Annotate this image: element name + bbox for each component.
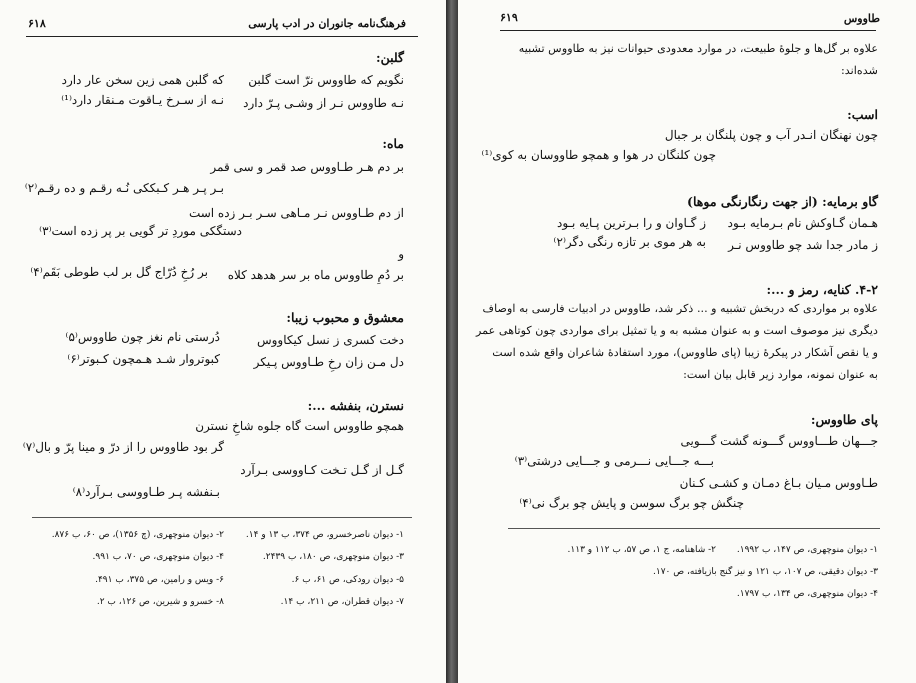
section-heading: نسترن، بنفشه ...:: [307, 398, 404, 413]
verse-line: همچو طاووس است گاه جلوه شاخِ نسترن: [195, 419, 404, 433]
running-title: فرهنگ‌نامه جانوران در ادب پارسی: [248, 17, 406, 30]
verse-line: دل مـن زان رخِ طـاووس پـیکر: [253, 355, 404, 369]
verse-line: چنگش چو برگ سوسن و پایش چو برگ نی⁽۴⁾: [519, 496, 744, 510]
footnote: ۳- دیوان منوچهری، ص ۱۸۰، ب ۲۴۳۹.: [262, 552, 404, 562]
verse-line: دخت کسری ز نسل کیکاووس: [256, 333, 404, 347]
left-page: [0, 0, 446, 683]
footnote: ۳- دیوان دقیقی، ص ۱۰۷، ب ۱۲۱ و نیز گنج بازیافته، ص ۱۷۰.: [653, 567, 878, 577]
footnote-rule: [32, 517, 412, 518]
footnote: ۱- دیوان منوچهری، ص ۱۴۷، ب ۱۹۹۲.: [736, 545, 878, 555]
verse-line: چون نهنگان انـدر آب و چون پلنگان بر جبال: [664, 128, 878, 142]
section-heading: گاو برمایه: (از جهت رنگارنگی موها): [687, 194, 878, 209]
section-heading: پای طاووس:: [810, 412, 878, 427]
verse-line: بر دُمِ طاووس ماه بر سر هدهد کلاه: [227, 268, 404, 282]
header-rule: [26, 36, 418, 37]
verse-line: نـه طاووس نـر از وشـی پـرّ دارد: [243, 96, 404, 110]
section-heading: ماه:: [382, 136, 404, 151]
book-spine: [446, 0, 458, 683]
verse-line: گـل از گـل تـخت کـاووسی بـرآرد: [240, 463, 404, 477]
verse-line: هـمان گـاوکش نام بـرمایه بـود: [727, 216, 878, 230]
verse-line: بـر پـر هـر کـبککی نُـه رقـم و ده رقـم⁽۲⁾: [24, 181, 224, 195]
section-heading: معشوق و محبوب زیبا:: [286, 310, 404, 325]
page-number: ۶۱۸: [28, 17, 46, 30]
running-title: طاووس: [843, 12, 880, 25]
footnote: ۸- خسرو و شیرین، ص ۱۲۶، ب ۲.: [96, 597, 224, 607]
footnote: ۷- دیوان قطران، ص ۲۱۱، ب ۱۴.: [280, 597, 404, 607]
verse-line: نگویم که طاووس نرّ است گلبن: [248, 73, 404, 87]
footnote: ۶- ویس و رامین، ص ۳۷۵، ب ۴۹۱.: [95, 575, 224, 585]
verse-line: ز گـاوان و را بـرترین پـایه بـود: [556, 216, 706, 230]
paragraph-line: علاوه بر مواردی که دربخش تشبیه و ... ذکر شد، طاووس در ادبیات فارسی به اوصاف: [482, 302, 878, 315]
footnote: ۴- دیوان منوچهری، ص ۷۰، ب ۹۹۱.: [92, 552, 224, 562]
verse-line: بـنفشه پـر طـاووسی بـرآرد⁽۸⁾: [72, 485, 220, 499]
verse-line: جـــهان طـــاووس گـــونه گشت گـــویی: [680, 434, 878, 448]
verse-line: بر دم هـر طـاووس صد قمر و سی قمر: [210, 160, 404, 174]
verse-line: بـــه جـــایی نـــرمی و جـــایی درشتی⁽۳⁾: [514, 454, 714, 468]
paragraph-line: و یا نقص آشکار در پیکرهٔ زیبا (پای طاووس)، مورد استفادهٔ شاعران واقع شده است: [492, 346, 878, 359]
verse-line: چون کلنگان در هوا و همچو طاووسان به کوی⁽¹⁾: [481, 148, 716, 162]
footnote: ۲- دیوان منوچهری، (چ ۱۳۵۶)، ص ۶۰، ب ۸۷۶.: [51, 530, 224, 540]
paragraph-line: شده‌اند:: [841, 64, 878, 77]
footnote: ۱- دیوان ناصرخسرو، ص ۳۷۴، ب ۱۳ و ۱۴.: [245, 530, 404, 540]
section-heading: ۴-۲. کنایه، رمز و ...:: [766, 282, 878, 297]
paragraph-line: دیگری نیز موصوف است و به عنوان مشبه به و یا تمثیل برای مواردی چون کوتاهی عمر: [476, 324, 878, 337]
footnote: ۴- دیوان منوچهری، ص ۱۳۴، ب ۱۷۹۷.: [736, 589, 878, 599]
footnote: ۲- شاهنامه، ج ۱، ص ۵۷، ب ۱۱۲ و ۱۱۳.: [567, 545, 716, 555]
verse-line: و: [398, 247, 404, 261]
verse-line: نـه از سـرخ یـاقوت مـنقار دارد⁽¹⁾: [61, 93, 224, 107]
verse-line: از دم طـاووس نـر مـاهی سـر بـر زده است: [188, 206, 404, 220]
footnote: ۵- دیوان رودکی، ص ۶۱، ب ۶.: [291, 575, 404, 585]
verse-line: گر بود طاووس را از درّ و مینا پرّ و بال⁽۷⁾: [22, 440, 224, 454]
verse-line: دُرستی نام نغز چون طاووس⁽۵⁾: [65, 330, 220, 344]
right-page: [458, 0, 916, 683]
paragraph-line: علاوه بر گل‌ها و جلوهٔ طبیعت، در موارد معدودی حیوانات نیز به طاووس تشبیه: [518, 42, 878, 55]
verse-line: به هر موی بر تازه رنگی دگر⁽۲⁾: [553, 235, 706, 249]
section-heading: اسب:: [847, 107, 878, 122]
verse-line: دستگکی موردِ تر گویی بر پر زده است⁽۳⁾: [39, 224, 242, 238]
verse-line: طـاووس مـیان بـاغ دمـان و کشـی کـنان: [679, 476, 878, 490]
paragraph-line: به عنوان نمونه، موارد زیر قابل بیان است:: [683, 368, 878, 381]
header-rule: [500, 30, 876, 31]
verse-line: بر رُخِ دُرّاج گل بر لب طوطی بَقَم⁽۴⁾: [30, 265, 208, 279]
page-number: ۶۱۹: [500, 11, 518, 24]
footnote-rule: [508, 528, 880, 529]
section-heading: گلبن:: [376, 50, 404, 65]
verse-line: که گلبن همی زین سخن عار دارد: [61, 73, 224, 87]
verse-line: کبوتروار شـد هـمچون کـبوتر⁽۶⁾: [67, 352, 220, 366]
verse-line: ز مادر جدا شد چو طاووس نـر: [728, 238, 878, 252]
